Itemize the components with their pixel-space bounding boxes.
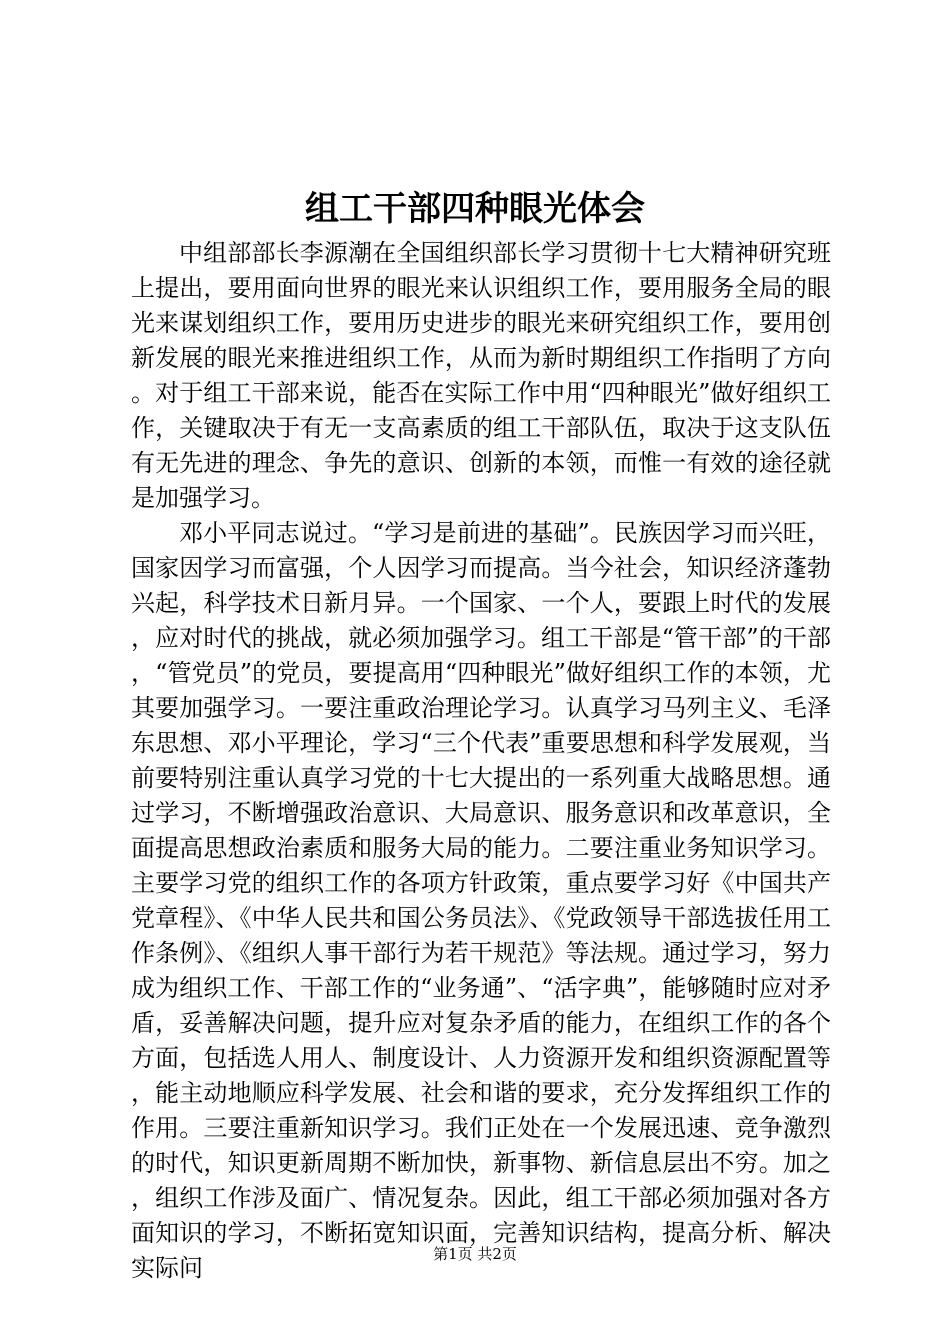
paragraph-1: 中组部部长李源潮在全国组织部长学习贯彻十七大精神研究班上提出，要用面向世界的眼光来认识组织工作，要用服务全局的眼光来谋划组织工作，要用历史进步的眼光来研究组织工作，要用创新发展的眼光来推进组织工作，从而为新时期组织工作指明了方向。对于组工干部来说，能否在实际工作中用“四种眼光”做好组织工作，关键取决于有无一支高素质的组工干部队伍，取决于这支队伍有无先进的理念、争先的意识、创新的本领，而惟一有效的途径就是加强学习。 bbox=[131, 239, 831, 512]
paragraph-2: 邓小平同志说过。“学习是前进的基础”。民族因学习而兴旺，国家因学习而富强，个人因学习而提高。当今社会，知识经济蓬勃兴起，科学技术日新月异。一个国家、一个人，要跟上时代的发展，应对时代的挑战，就必须加强学习。组工干部是“管干部”的干部，“管党员”的党员，要提高用“四种眼光”做好组织工作的本领，尤其要加强学习。一要注重政治理论学习。认真学习马列主义、毛泽东思想、邓小平理论，学习“三个代表”重要思想和科学发展观，当前要特别注重认真学习党的十七大提出的一系列重大战略思想。通过学习，不断增强政治意识、大局意识、服务意识和改革意识，全面提高思想政治素质和服务大局的能力。二要注重业务知识学习。主要学习党的组织工作的各项方针政策，重点要学习好《中国共产党章程》、《中华人民共和国公务员法》、《党政领导干部选拔任用工作条例》、《组织人事干部行为若干规范》等法规。通过学习，努力成为组织工作、干部工作的“业务通”、“活字典”，能够随时应对矛盾，妥善解决问题，提升应对复杂矛盾的能力，在组织工作的各个方面，包括选人用人、制度设计、人力资源开发和组织资源配置等，能主动地顺应科学发展、社会和谐的要求，充分发挥组织工作的作用。三要注重新知识学习。我们正处在一个发展迅速、竞争激烈的时代，知识更新周期不断加快，新事物、新信息层出不穷。加之，组织工作涉及面广、情况复杂。因此，组工干部必须加强对各方面知识的学习，不断拓宽知识面，完善知识结构，提高分析、解决实际问 bbox=[131, 519, 831, 1282]
document-body bbox=[131, 236, 831, 1286]
page-footer: 第1页 共2页 bbox=[433, 1245, 517, 1263]
document-title: 组工干部四种眼光体会 bbox=[305, 189, 645, 229]
